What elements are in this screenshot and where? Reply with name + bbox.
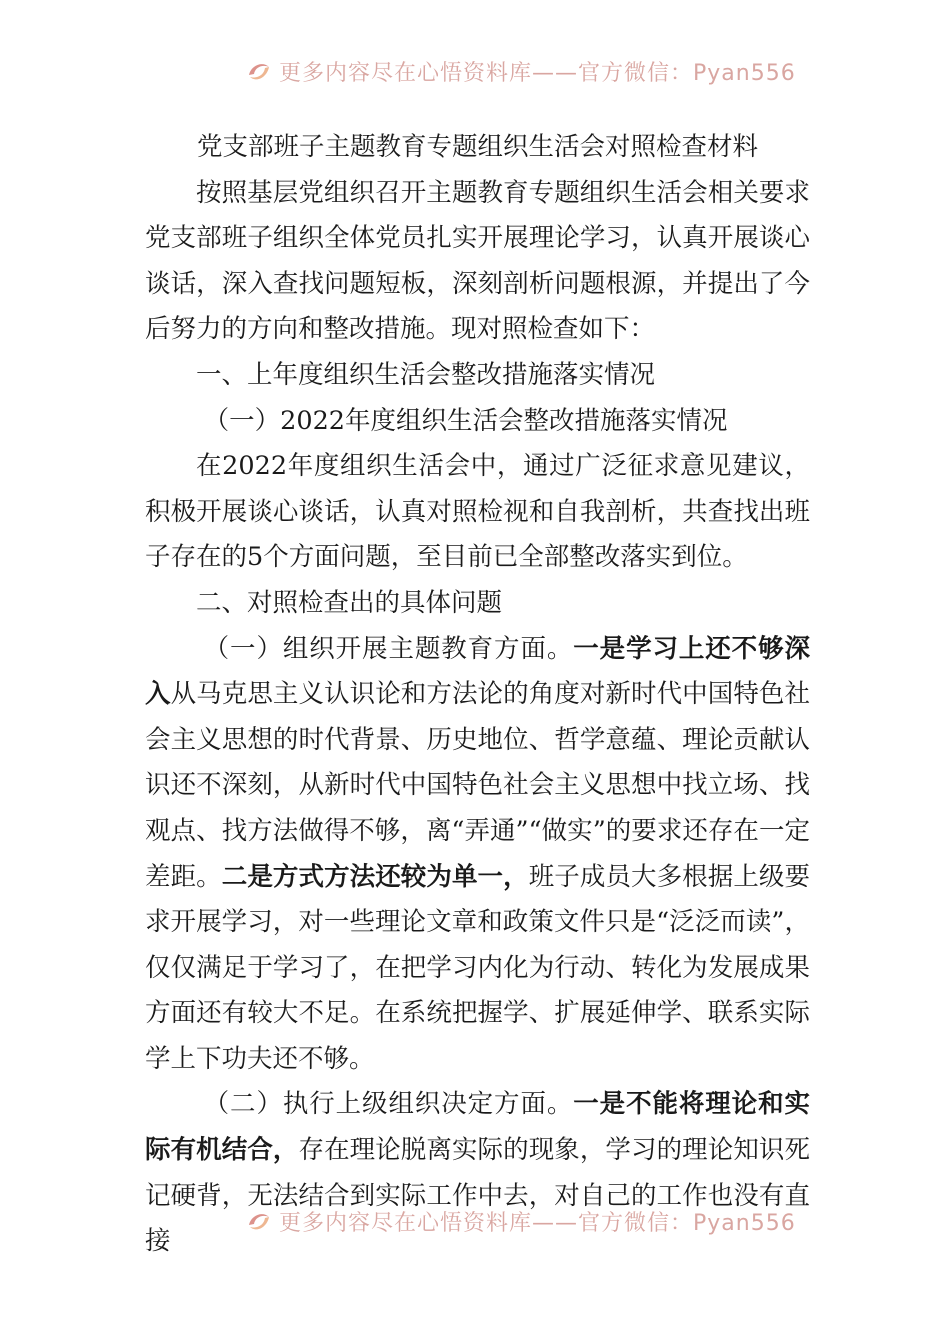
- watermark-text: 更多内容尽在心悟资料库——官方微信：Pyan556: [279, 60, 796, 86]
- swirl-logo-icon: [245, 1207, 273, 1235]
- section1-sub1-heading: （一）2022年度组织生活会整改措施落实情况: [203, 405, 728, 436]
- swirl-logo-icon: [245, 57, 273, 85]
- section1-sub1-body: 在2022年度组织生活会中，通过广泛征求意见建议，积极开展谈心谈话，认真对照检视和自我剖析，共查找出班子存在的5个方面问题，至目前已全部整改落实到位。: [145, 451, 810, 573]
- section2-heading: 二、对照检查出的具体问题: [196, 587, 503, 618]
- section2-sub2-point1-body: 存在理论脱离实际的现象，学习的理论知识死记硬背，无法结合到实际工作中去，对自己的工作也没有直接: [145, 1135, 810, 1257]
- section2-sub1-heading: （一）组织开展主题教育方面。: [203, 633, 574, 664]
- section2-sub1-point1-bold: 一是学习上还不够深入: [145, 633, 810, 710]
- section2-sub2-heading: （二）执行上级组织决定方面。: [203, 1089, 574, 1120]
- document-body: [145, 125, 810, 1265]
- section2-sub2-point1-bold: 一是不能将理论和实际有机结合，: [145, 1089, 810, 1166]
- section2-sub1-paragraph: [145, 627, 810, 1083]
- watermark-header: [245, 53, 796, 89]
- intro-paragraph: 按照基层党组织召开主题教育专题组织生活会相关要求党支部班子组织全体党员扎实开展理论学习，认真开展谈心谈话，深入查找问题短板，深刻剖析问题根源，并提出了今后努力的方向和整改措施。现对照检查如下：: [145, 177, 810, 345]
- section2-sub1-point2-body: 班子成员大多根据上级要求开展学习，对一些理论文章和政策文件只是“泛泛而读”，仅仅满足于学习了，在把学习内化为行动、转化为发展成果方面还有较大不足。在系统把握学、扩展延伸学、联系实际学上下功夫还不够。: [145, 861, 810, 1074]
- section1-heading: 一、上年度组织生活会整改措施落实情况: [196, 359, 656, 390]
- watermark-text: 更多内容尽在心悟资料库——官方微信：Pyan556: [279, 1210, 796, 1236]
- document-title: 党支部班子主题教育专题组织生活会对照检查材料: [197, 132, 759, 162]
- section2-sub1-point1-body: 从马克思主义认识论和方法论的角度对新时代中国特色社会主义思想的时代背景、历史地位、哲学意蕴、理论贡献认识还不深刻，从新时代中国特色社会主义思想中找立场、找观点、找方法做得不够，离“弄通”“做实”的要求还存在一定差距。: [145, 679, 810, 892]
- watermark-footer: [245, 1203, 796, 1239]
- section2-sub1-point2-bold: 二是方式方法还较为单一，: [221, 861, 529, 892]
